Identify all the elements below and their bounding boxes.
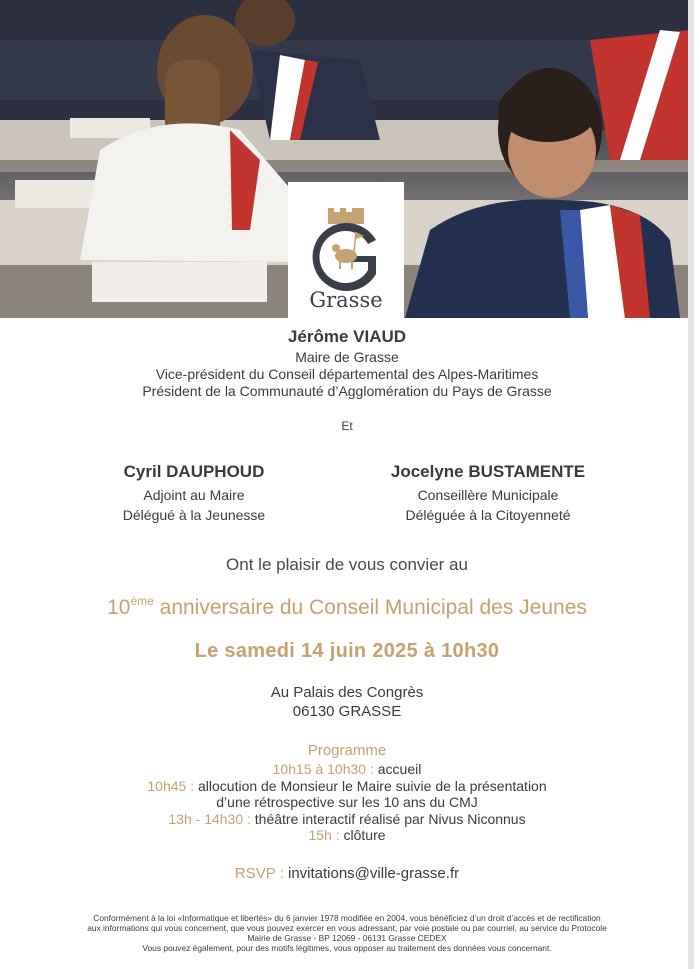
grasse-logo — [288, 182, 404, 318]
event-title — [0, 594, 694, 620]
legal-line: Conformément à la loi «Informatique et libertés» du 6 janvier 1978 modifiée en 2004, vous bénéficiez d’un droit d’accès et de rectification — [93, 913, 601, 923]
cohost-right-line1: Conseillère Municipale — [417, 487, 559, 503]
connector-text: Et — [341, 419, 353, 433]
logo-wordmark: Grasse — [309, 288, 383, 312]
legal-line: aux informations qui vous concernent, que vous pouvez exercer en vous adressant, par voie postale ou par courriel, au service du Protocole — [87, 923, 607, 933]
programme-text: accueil — [377, 761, 422, 777]
programme-text: théâtre interactif réalisé par Nivus Niconnus — [254, 811, 526, 827]
programme-time: 13h - 14h30 : — [168, 811, 251, 827]
cohost-left-name: Cyril DAUPHOUD — [123, 462, 265, 481]
programme-text: allocution de Monsieur le Maire suivie de la présentation — [197, 778, 547, 794]
legal-line: Vous pouvez également, pour des motifs légitimes, vous opposer au traitement des données vous concernant. — [142, 943, 552, 953]
cohost-left-line2: Délégué à la Jeunesse — [122, 507, 266, 523]
programme-item-continuation: d’une rétrospective sur les 10 ans du CMJ — [216, 794, 478, 810]
rsvp — [0, 865, 694, 882]
legal-line: Mairie de Grasse - BP 12069 - 06131 Grasse CEDEX — [247, 933, 447, 943]
host-title-1: Maire de Grasse — [295, 349, 399, 365]
legal-notice — [0, 913, 694, 953]
event-ordinal-suffix: ème — [130, 594, 154, 608]
programme-item — [0, 811, 694, 827]
event-date: Le samedi 14 juin 2025 à 10h30 — [194, 640, 500, 662]
cohost-right — [358, 462, 618, 523]
rsvp-label: RSVP : — [234, 865, 284, 882]
cohost-right-line2: Déléguée à la Citoyenneté — [405, 507, 571, 523]
invitation-text: Ont le plaisir de vous convier au — [226, 555, 468, 574]
programme-time: 10h45 : — [147, 778, 195, 794]
programme-item — [0, 761, 694, 777]
programme-item — [0, 827, 694, 843]
event-title-rest: anniversaire du Conseil Municipal des Jeunes — [159, 596, 587, 619]
event-ordinal: 10 — [107, 596, 131, 619]
venue-line-1: Au Palais des Congrès — [270, 684, 424, 701]
host-title-2: Vice-président du Conseil départemental des Alpes-Maritimes — [155, 366, 539, 382]
host-name: Jérôme VIAUD — [287, 327, 407, 346]
header-photo — [0, 0, 694, 318]
rsvp-email[interactable]: invitations@ville-grasse.fr — [287, 865, 460, 882]
programme-text: clôture — [343, 827, 386, 843]
grasse-emblem-icon — [288, 182, 404, 292]
cohost-right-name: Jocelyne BUSTAMENTE — [390, 462, 586, 481]
cohost-left-line1: Adjoint au Maire — [143, 487, 245, 503]
programme-time: 10h15 à 10h30 : — [272, 761, 374, 777]
programme-item — [0, 778, 694, 794]
host-title-3: Président de la Communauté d’Agglomération du Pays de Grasse — [142, 383, 552, 399]
programme-time: 15h : — [308, 827, 340, 843]
cohost-left — [64, 462, 324, 523]
venue-line-2: 06130 GRASSE — [292, 703, 402, 720]
programme-heading: Programme — [307, 742, 387, 759]
